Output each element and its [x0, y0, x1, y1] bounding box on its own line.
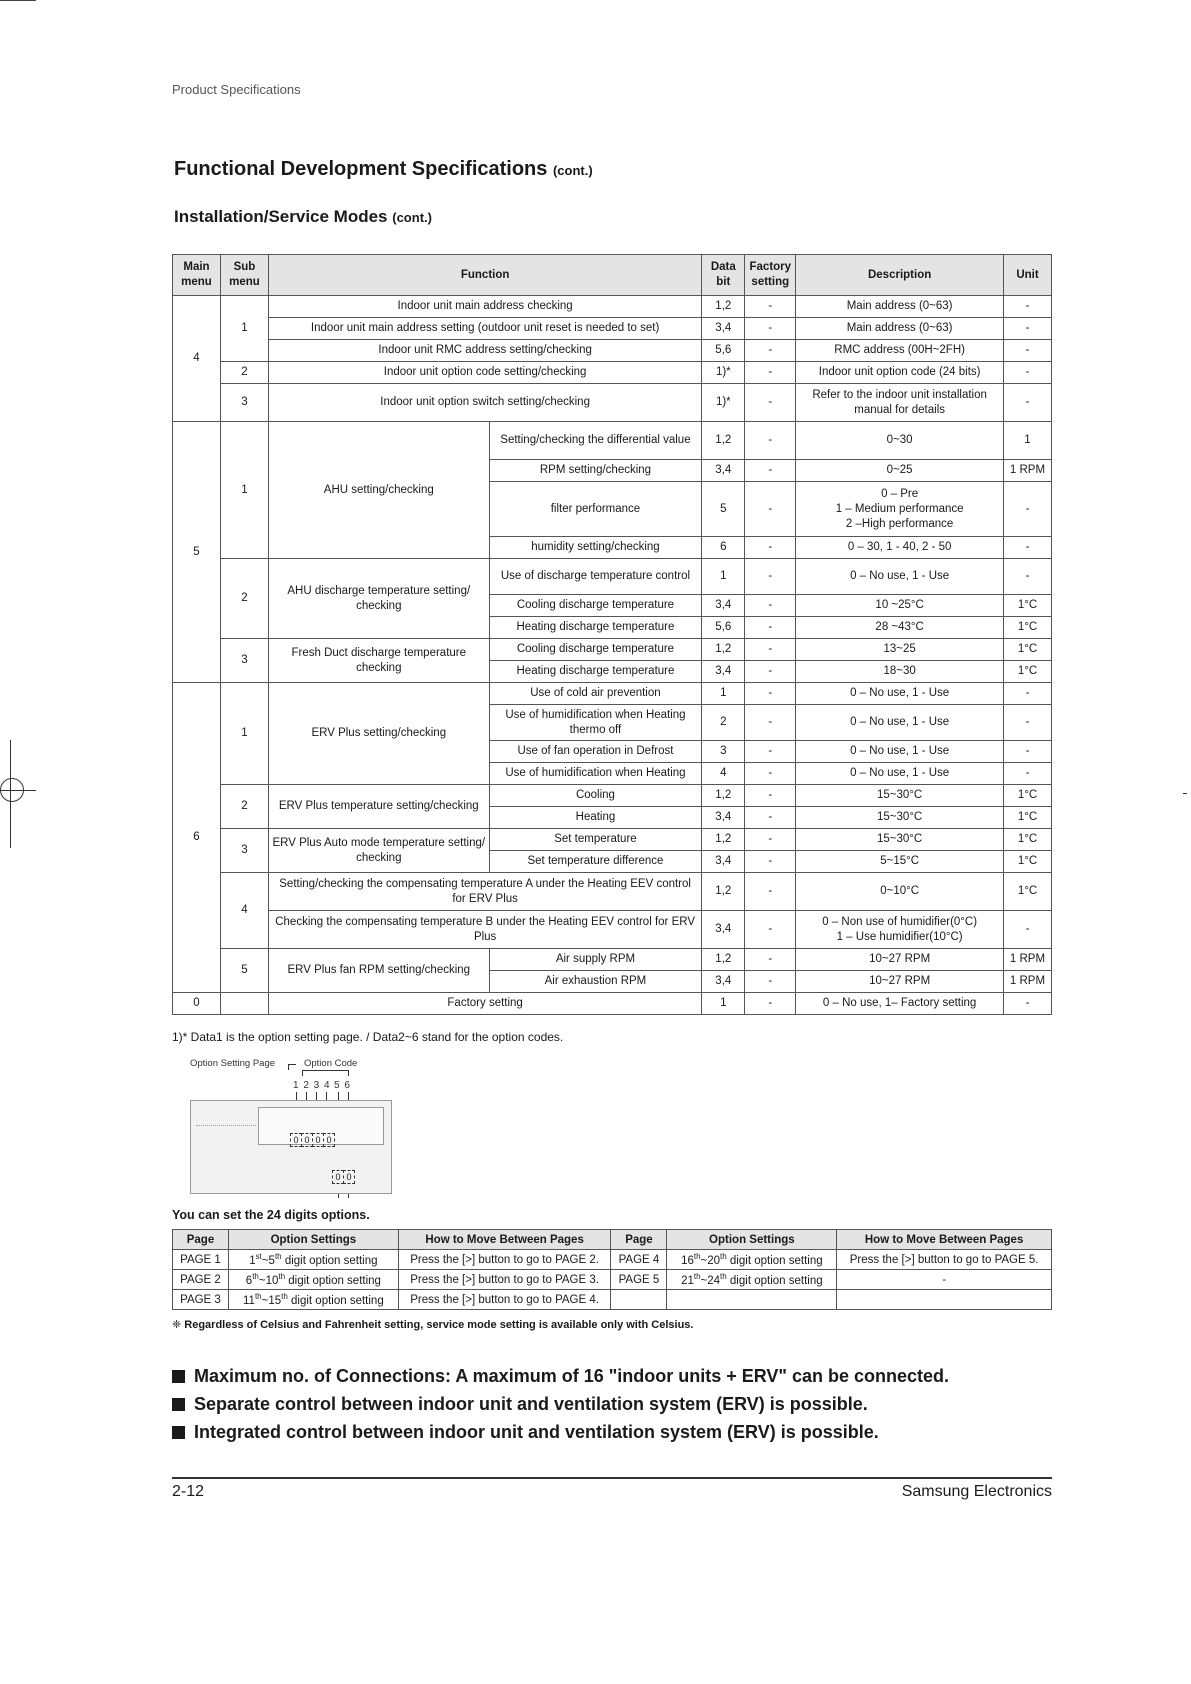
page-title: Functional Development Specifications (cont.)	[174, 158, 593, 180]
table-row: 2 ERV Plus temperature setting/checking Cooling 1,2 - 15~30°C 1°C	[173, 785, 1052, 807]
lcd-digit-5: 0	[332, 1170, 344, 1184]
col-data-bit: Data bit	[702, 255, 745, 296]
square-bullet-icon	[172, 1398, 185, 1411]
sub-menu-cell: 2	[220, 559, 268, 639]
option-code-label: Option Code	[304, 1058, 358, 1069]
col-unit: Unit	[1003, 255, 1051, 296]
option-display-diagram	[186, 1055, 406, 1195]
table-header-row: Page Option Settings How to Move Between Pages Page Option Settings How to Move Between Pages	[173, 1230, 1052, 1250]
table-row: Set temperature difference 3,4 - 5~15°C 1°C	[173, 851, 1052, 873]
main-menu-cell: 0	[173, 993, 221, 1015]
function-group: Fresh Duct discharge temperature checking	[268, 639, 489, 683]
col-factory-setting: Factory setting	[745, 255, 796, 296]
digit-labels: 5 6	[334, 1080, 351, 1091]
col-sub-menu: Sub menu	[220, 255, 268, 296]
bullet-item: Separate control between indoor unit and ventilation system (ERV) is possible.	[172, 1390, 949, 1418]
table-row: PAGE 2 6th~10th digit option setting Press the [>] button to go to PAGE 3. PAGE 5 21th~24th digit option setting -	[173, 1270, 1052, 1290]
square-bullet-icon	[172, 1370, 185, 1383]
celsius-note: ❈ Regardless of Celsius and Fahrenheit setting, service mode setting is available only with Celsius.	[172, 1319, 694, 1331]
digit-labels: 1 2 3 4	[293, 1080, 331, 1091]
option-setting-page-label: Option Setting Page	[190, 1058, 276, 1069]
running-header: Product Specifications	[172, 82, 301, 97]
sub-menu-cell: 1	[220, 296, 268, 362]
service-mode-table	[172, 254, 1052, 1015]
sub-menu-cell: 1	[220, 683, 268, 785]
table-row: Indoor unit main address setting (outdoor unit reset is needed to set) 3,4 - Main address (0~63) -	[173, 318, 1052, 340]
sub-menu-cell: 5	[220, 949, 268, 993]
function-group: ERV Plus setting/checking	[268, 683, 489, 785]
option-pages-table	[172, 1229, 1052, 1310]
table-header-row	[173, 255, 1052, 296]
function-group: ERV Plus Auto mode temperature setting/ checking	[268, 829, 489, 873]
footnote: 1)* Data1 is the option setting page. / Data2~6 stand for the option codes.	[172, 1030, 564, 1044]
crop-mark	[0, 0, 36, 1]
lcd-digit-4: 0	[323, 1133, 335, 1147]
table-row: 3 Indoor unit option switch setting/checking 1)* - Refer to the indoor unit installation manual for details -	[173, 384, 1052, 422]
company-name: Samsung Electronics	[901, 1483, 1052, 1500]
table-row: Heating 3,4 - 15~30°C 1°C	[173, 807, 1052, 829]
main-menu-cell: 5	[173, 422, 221, 683]
bullet-item: Integrated control between indoor unit and ventilation system (ERV) is possible.	[172, 1418, 949, 1446]
sub-menu-cell: 4	[220, 873, 268, 949]
sub-menu-cell: 3	[220, 639, 268, 683]
function-group: AHU setting/checking	[268, 422, 489, 559]
function-group: AHU discharge temperature setting/ checking	[268, 559, 489, 639]
table-row: PAGE 1 1st~5th digit option setting Press the [>] button to go to PAGE 2. PAGE 4 16th~20th digit option setting Press the [>] button to go to PAGE 5.	[173, 1250, 1052, 1270]
page-number: 2-12	[172, 1483, 205, 1500]
lcd-digit-6: 0	[343, 1170, 355, 1184]
function-group: ERV Plus fan RPM setting/checking	[268, 949, 489, 993]
sub-menu-cell: 2	[220, 362, 268, 384]
table-row: filter performance 5 - 0 – Pre 1 – Medium performance 2 –High performance -	[173, 482, 1052, 537]
table-row: Cooling discharge temperature 3,4 - 10 ~25°C 1°C	[173, 595, 1052, 617]
table-row: 3 Fresh Duct discharge temperature checking Cooling discharge temperature 1,2 - 13~25 1°C	[173, 639, 1052, 661]
table-row: Heating discharge temperature 5,6 - 28 ~43°C 1°C	[173, 617, 1052, 639]
table-row: 0 Factory setting 1 - 0 – No use, 1– Factory setting -	[173, 993, 1052, 1015]
registration-mark	[0, 740, 36, 800]
table-row: Checking the compensating temperature B under the Heating EEV control for ERV Plus 3,4 - 0 – Non use of humidifier(0°C) 1 – Use humidifier(10°C) -	[173, 911, 1052, 949]
table-row: Use of fan operation in Defrost 3 - 0 – No use, 1 - Use -	[173, 741, 1052, 763]
feature-bullets	[172, 1362, 949, 1446]
bullet-item: Maximum no. of Connections: A maximum of 16 "indoor units + ERV" can be connected.	[172, 1362, 949, 1390]
table-row: 2 AHU discharge temperature setting/ checking Use of discharge temperature control 1 - 0 – No use, 1 - Use -	[173, 559, 1052, 595]
table-row: RPM setting/checking 3,4 - 0~25 1 RPM	[173, 460, 1052, 482]
lcd-digit-2: 0	[301, 1133, 313, 1147]
table-row: 6 1 ERV Plus setting/checking Use of cold air prevention 1 - 0 – No use, 1 - Use -	[173, 683, 1052, 705]
col-function: Function	[268, 255, 701, 296]
sub-menu-cell: 3	[220, 384, 268, 422]
sub-menu-cell: 1	[220, 422, 268, 559]
footer-rule	[172, 1477, 1052, 1479]
table-row: 4 1 Indoor unit main address checking 1,2 - Main address (0~63) -	[173, 296, 1052, 318]
table-row: 5 1 AHU setting/checking Setting/checking the differential value 1,2 - 0~30 1	[173, 422, 1052, 460]
table-row: Air exhaustion RPM 3,4 - 10~27 RPM 1 RPM	[173, 971, 1052, 993]
square-bullet-icon	[172, 1426, 185, 1439]
table-row: Heating discharge temperature 3,4 - 18~30 1°C	[173, 661, 1052, 683]
table-row: 4 Setting/checking the compensating temperature A under the Heating EEV control for ERV Plus 1,2 - 0~10°C 1°C	[173, 873, 1052, 911]
options-intro: You can set the 24 digits options.	[172, 1208, 370, 1222]
main-menu-cell: 6	[173, 683, 221, 993]
lcd-digit-1: 0	[290, 1133, 302, 1147]
table-row: Use of humidification when Heating 4 - 0 – No use, 1 - Use -	[173, 763, 1052, 785]
table-row: humidity setting/checking 6 - 0 – 30, 1 - 40, 2 - 50 -	[173, 537, 1052, 559]
function-group: ERV Plus temperature setting/checking	[268, 785, 489, 829]
main-menu-cell: 4	[173, 296, 221, 422]
sub-menu-cell: 3	[220, 829, 268, 873]
table-row: 5 ERV Plus fan RPM setting/checking Air supply RPM 1,2 - 10~27 RPM 1 RPM	[173, 949, 1052, 971]
lcd-digit-3: 0	[312, 1133, 324, 1147]
crop-tick	[1183, 793, 1187, 794]
table-row: 3 ERV Plus Auto mode temperature setting/ checking Set temperature 1,2 - 15~30°C 1°C	[173, 829, 1052, 851]
table-row: Indoor unit RMC address setting/checking 5,6 - RMC address (00H~2FH) -	[173, 340, 1052, 362]
section-title: Installation/Service Modes (cont.)	[174, 207, 432, 226]
col-main-menu: Main menu	[173, 255, 221, 296]
col-description: Description	[796, 255, 1004, 296]
table-row: PAGE 3 11th~15th digit option setting Press the [>] button to go to PAGE 4.	[173, 1290, 1052, 1310]
table-row: 2 Indoor unit option code setting/checking 1)* - Indoor unit option code (24 bits) -	[173, 362, 1052, 384]
sub-menu-cell: 2	[220, 785, 268, 829]
table-row: Use of humidification when Heating thermo off 2 - 0 – No use, 1 - Use -	[173, 705, 1052, 741]
